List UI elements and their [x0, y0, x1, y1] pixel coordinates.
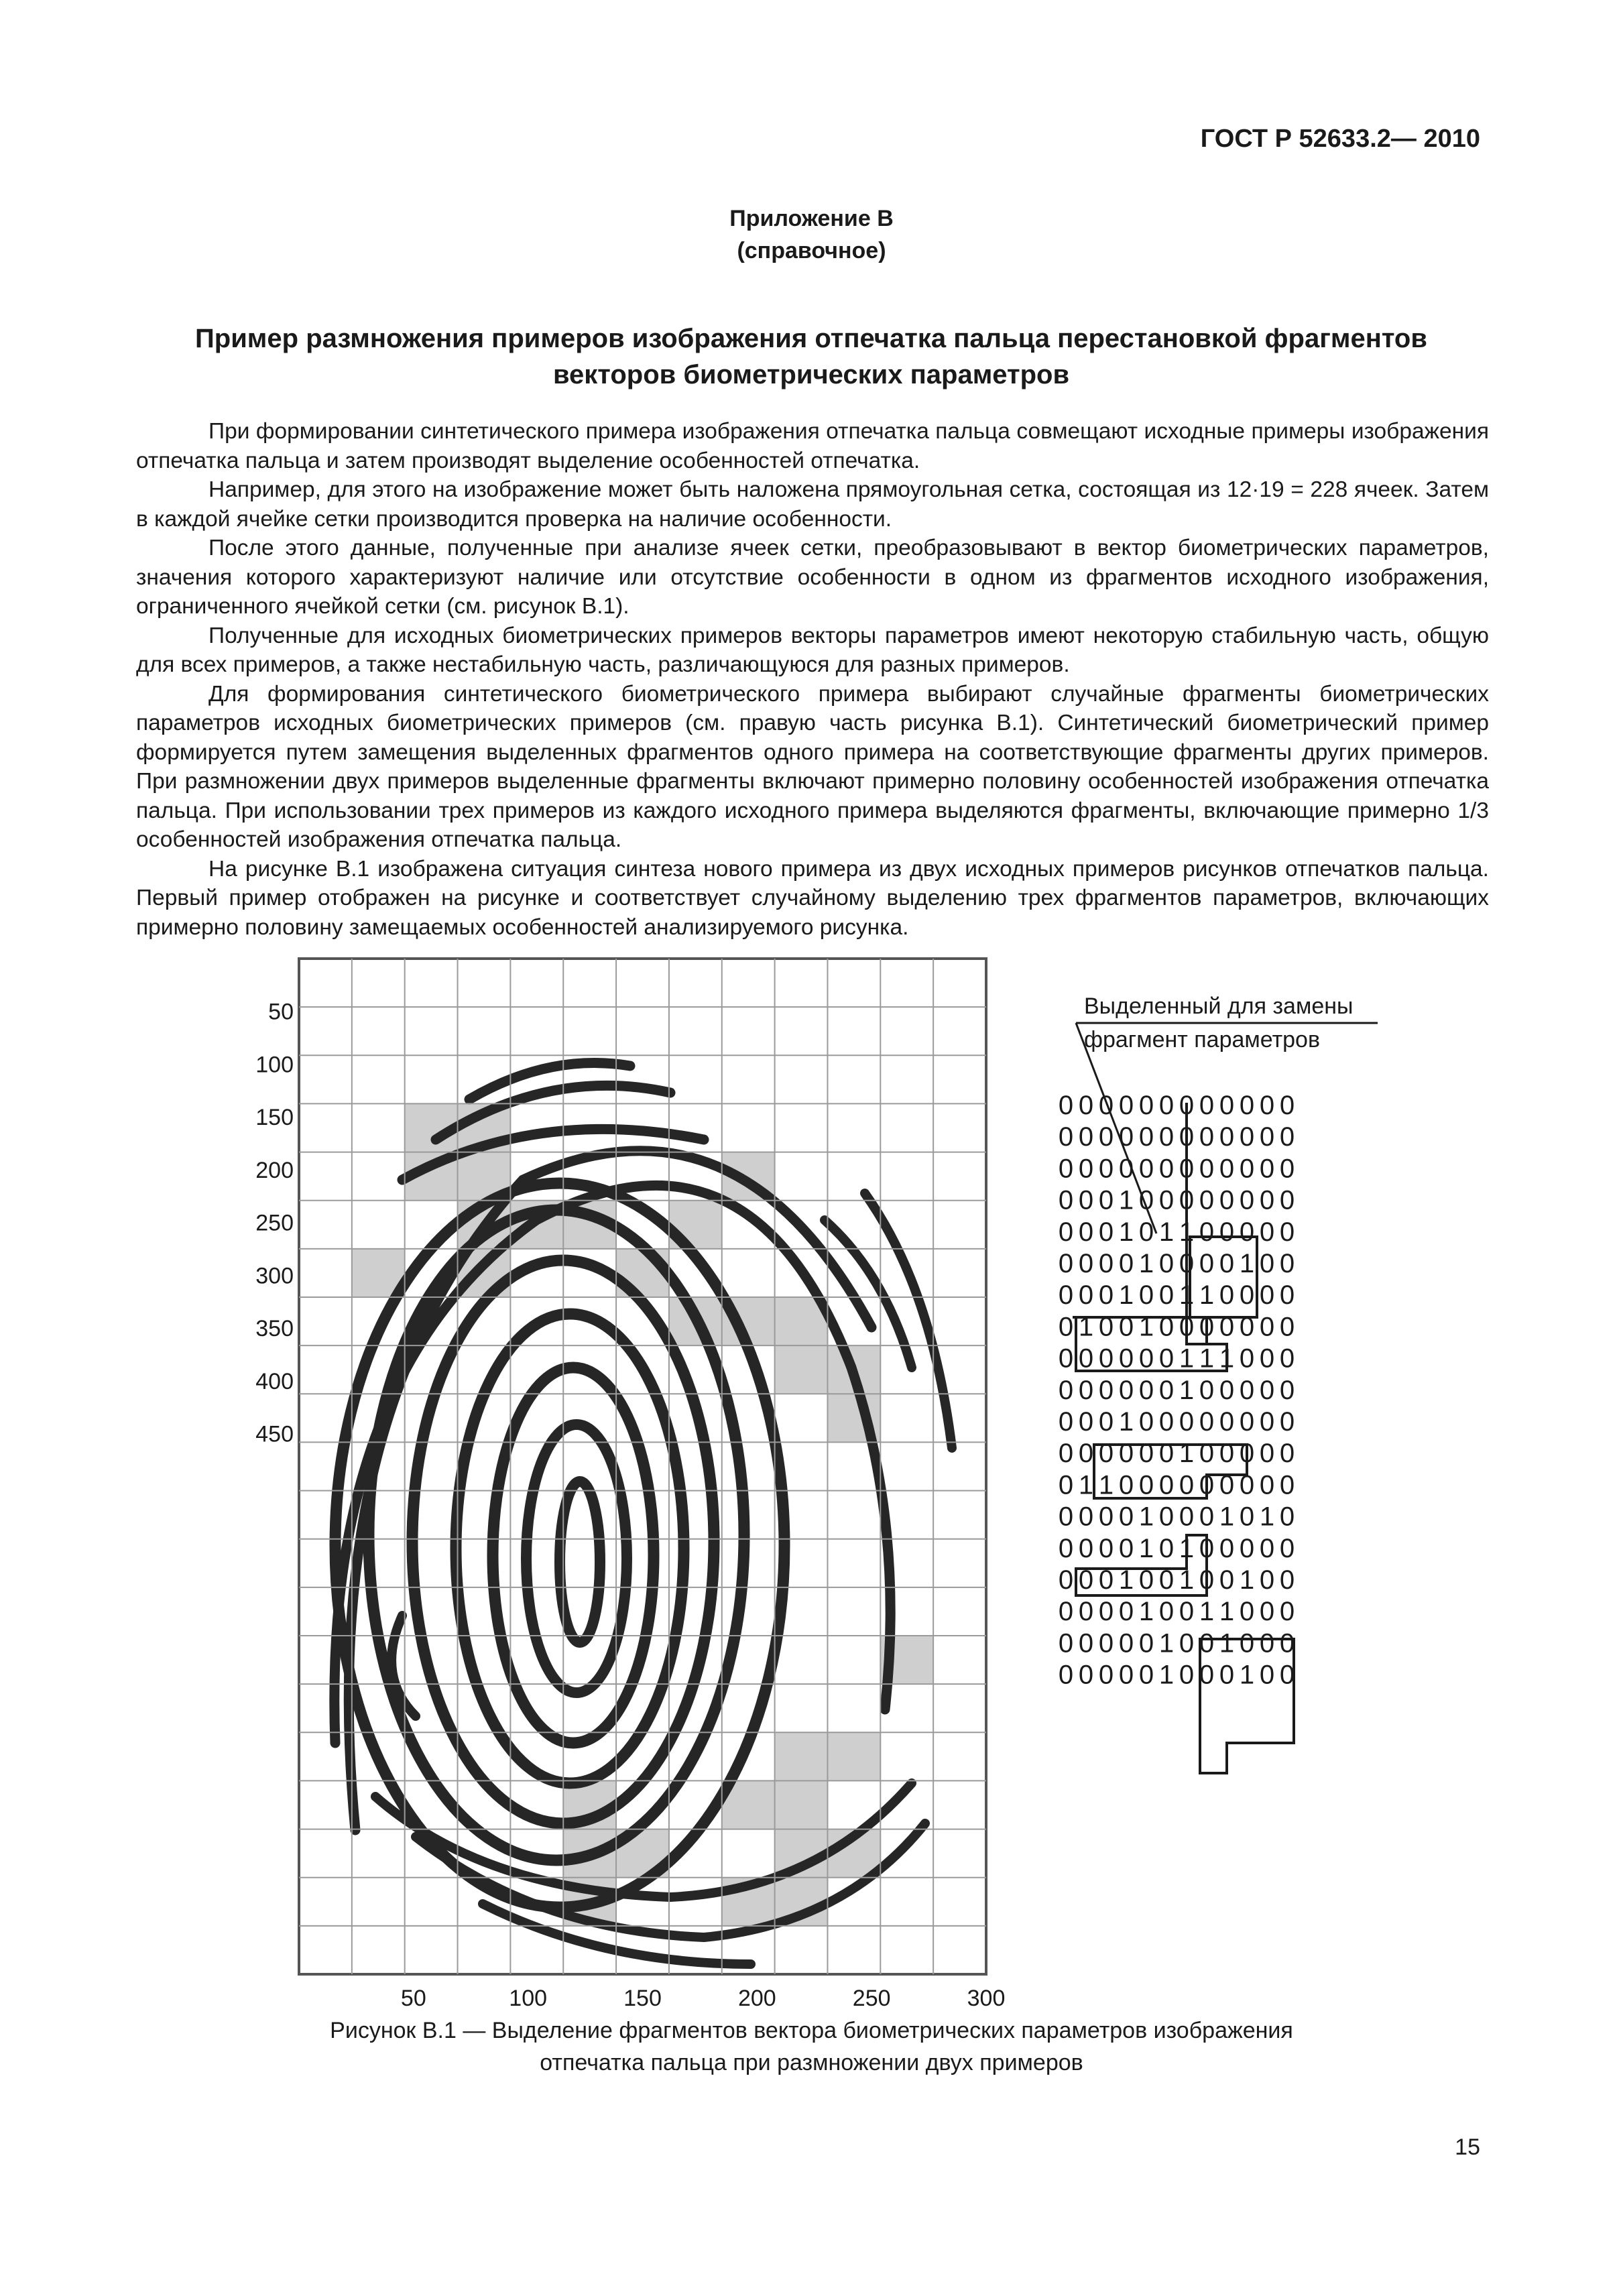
matrix-digit: 0 [1058, 1091, 1074, 1120]
matrix-digit: 0 [1239, 1280, 1255, 1311]
appendix-name: Приложение В [729, 206, 894, 231]
matrix-digit: 1 [1219, 1343, 1235, 1374]
matrix-digit: 0 [1078, 1628, 1094, 1658]
matrix-digit: 0 [1158, 1249, 1175, 1278]
matrix-digit: 0 [1118, 1628, 1134, 1658]
caption-line-1: Рисунок В.1 — Выделение фрагментов вектора биометрических параметров изображения [330, 2018, 1293, 2043]
matrix-digit: 0 [1138, 1470, 1154, 1500]
y-tick-label: 100 [255, 1052, 294, 1078]
matrix-digit: 0 [1199, 1660, 1215, 1690]
matrix-digit: 0 [1158, 1091, 1175, 1120]
matrix-digit: 0 [1259, 1375, 1275, 1405]
matrix-digit: 0 [1279, 1122, 1295, 1152]
matrix-digit: 0 [1199, 1217, 1215, 1247]
matrix-digit: 0 [1098, 1407, 1114, 1437]
matrix-digit: 0 [1219, 1533, 1235, 1563]
matrix-digit: 1 [1158, 1628, 1175, 1658]
matrix-digit: 0 [1118, 1597, 1134, 1627]
matrix-digit: 0 [1219, 1565, 1235, 1595]
matrix-digit: 0 [1138, 1091, 1154, 1120]
matrix-digit: 0 [1279, 1185, 1295, 1215]
y-tick-label: 50 [268, 999, 294, 1025]
highlighted-cell [775, 1345, 828, 1394]
matrix-digit: 0 [1098, 1217, 1114, 1247]
matrix-digit: 0 [1199, 1407, 1215, 1437]
matrix-digit: 0 [1098, 1280, 1114, 1311]
highlighted-cell [775, 1780, 828, 1829]
matrix-digit: 0 [1078, 1280, 1094, 1311]
matrix-digit: 0 [1138, 1122, 1154, 1152]
matrix-digit: 0 [1179, 1312, 1195, 1342]
matrix-digit: 0 [1259, 1312, 1275, 1342]
matrix-digit: 0 [1179, 1091, 1195, 1120]
matrix-digit: 0 [1158, 1312, 1175, 1342]
matrix-digit: 0 [1279, 1470, 1295, 1500]
matrix-digit: 1 [1138, 1597, 1154, 1627]
matrix-digit: 0 [1279, 1280, 1295, 1311]
matrix-digit: 1 [1098, 1470, 1114, 1500]
matrix-digit: 1 [1138, 1312, 1154, 1342]
matrix-digit: 0 [1219, 1375, 1235, 1405]
matrix-digit: 0 [1179, 1597, 1195, 1627]
matrix-digit: 0 [1239, 1470, 1255, 1500]
matrix-digit: 0 [1118, 1502, 1134, 1532]
matrix-digit: 0 [1279, 1597, 1295, 1627]
matrix-digit: 1 [1158, 1217, 1175, 1247]
matrix-digit: 0 [1179, 1502, 1195, 1532]
matrix-digit: 0 [1158, 1533, 1175, 1563]
matrix-digit: 0 [1219, 1439, 1235, 1469]
matrix-digit: 1 [1199, 1343, 1215, 1374]
matrix-digit: 0 [1239, 1122, 1255, 1152]
matrix-digit: 1 [1179, 1217, 1195, 1247]
matrix-digit: 0 [1058, 1660, 1074, 1690]
matrix-digit: 0 [1118, 1375, 1134, 1405]
matrix-digit: 0 [1078, 1375, 1094, 1405]
matrix-digit: 0 [1158, 1565, 1175, 1595]
matrix-digit: 0 [1259, 1407, 1275, 1437]
matrix-digit: 0 [1098, 1533, 1114, 1563]
matrix-digit: 0 [1199, 1185, 1215, 1215]
figure-b1 [0, 939, 1623, 2025]
matrix-digit: 0 [1279, 1091, 1295, 1120]
matrix-digit: 1 [1259, 1502, 1275, 1532]
matrix-digit: 0 [1058, 1154, 1074, 1184]
matrix-digit: 0 [1158, 1280, 1175, 1311]
matrix-digit: 1 [1199, 1280, 1215, 1311]
matrix-digit: 0 [1199, 1122, 1215, 1152]
matrix-digit: 0 [1138, 1660, 1154, 1690]
matrix-digit: 0 [1219, 1185, 1235, 1215]
matrix-digit: 0 [1098, 1312, 1114, 1342]
matrix-digit: 1 [1138, 1533, 1154, 1563]
matrix-digit: 1 [1179, 1343, 1195, 1374]
y-tick-label: 450 [255, 1421, 294, 1447]
matrix-digit: 0 [1199, 1502, 1215, 1532]
x-tick-label: 100 [509, 1986, 548, 2011]
matrix-digit: 0 [1078, 1597, 1094, 1627]
matrix-digit: 0 [1199, 1565, 1215, 1595]
matrix-digit: 0 [1199, 1470, 1215, 1500]
y-axis-labels [255, 1000, 294, 1447]
matrix-digit: 0 [1219, 1280, 1235, 1311]
matrix-digit: 0 [1078, 1091, 1094, 1120]
matrix-digit: 0 [1118, 1312, 1134, 1342]
matrix-digit: 0 [1078, 1533, 1094, 1563]
paragraph: После этого данные, полученные при анализе ячеек сетки, преобразовывают в вектор биометрических параметров, значения которого характеризуют наличие или отсутствие особенности в одном из фрагментов исходного изображения, ограниченного ячейкой сетки (см. рисунок В.1). [136, 536, 1489, 619]
matrix-digit: 0 [1279, 1407, 1295, 1437]
matrix-digit: 0 [1138, 1439, 1154, 1469]
matrix-digit: 0 [1259, 1185, 1275, 1215]
y-tick-label: 300 [255, 1263, 294, 1289]
matrix-digit: 0 [1058, 1407, 1074, 1437]
matrix-digit: 0 [1158, 1439, 1175, 1469]
matrix-digit: 0 [1098, 1375, 1114, 1405]
matrix-digit: 1 [1179, 1280, 1195, 1311]
matrix-digit: 0 [1179, 1628, 1195, 1658]
matrix-digit: 0 [1158, 1375, 1175, 1405]
matrix-digit: 0 [1219, 1312, 1235, 1342]
page-number: 15 [1455, 2134, 1480, 2160]
matrix-digit: 0 [1259, 1154, 1275, 1184]
matrix-digit: 0 [1239, 1628, 1255, 1658]
matrix-digit: 0 [1078, 1122, 1094, 1152]
matrix-digit: 0 [1058, 1628, 1074, 1658]
matrix-digit: 1 [1138, 1502, 1154, 1532]
matrix-digit: 0 [1259, 1217, 1275, 1247]
fragment-outline [1200, 1639, 1294, 1773]
y-tick-label: 400 [255, 1368, 294, 1394]
matrix-digit: 0 [1078, 1407, 1094, 1437]
matrix-digit: 0 [1239, 1439, 1255, 1469]
matrix-digit: 1 [1239, 1660, 1255, 1690]
matrix-digit: 1 [1239, 1249, 1255, 1278]
matrix-digit: 0 [1098, 1249, 1114, 1278]
matrix-digit: 0 [1158, 1502, 1175, 1532]
matrix-digit: 0 [1098, 1439, 1114, 1469]
paragraph: На рисунке В.1 изображена ситуация синтеза нового примера из двух исходных примеров рисунков отпечатков пальца. Первый пример отображен на рисунке и соответствует случайному выделению трех фрагментов параметров, включающих примерно половину замещаемых особенностей анализируемого рисунка. [136, 856, 1489, 940]
matrix-digit: 0 [1138, 1343, 1154, 1374]
matrix-digit: 1 [1219, 1597, 1235, 1627]
matrix-digit: 1 [1179, 1439, 1195, 1469]
matrix-digit: 0 [1118, 1154, 1134, 1184]
matrix-digit: 0 [1138, 1154, 1154, 1184]
matrix-digit: 0 [1259, 1470, 1275, 1500]
title-line-2: векторов биометрических параметров [552, 360, 1070, 389]
matrix-digit: 0 [1179, 1470, 1195, 1500]
matrix-digit: 0 [1118, 1249, 1134, 1278]
matrix-digit: 0 [1219, 1407, 1235, 1437]
matrix-digit: 0 [1098, 1502, 1114, 1532]
caption-line-2: отпечатка пальца при размножении двух примеров [540, 2050, 1083, 2075]
y-tick-label: 200 [255, 1157, 294, 1183]
matrix-digit: 0 [1219, 1154, 1235, 1184]
matrix-digit: 1 [1239, 1565, 1255, 1595]
matrix-digit: 1 [1118, 1217, 1134, 1247]
matrix-digit: 0 [1279, 1533, 1295, 1563]
matrix-digit: 0 [1259, 1249, 1275, 1278]
matrix-digit: 0 [1078, 1502, 1094, 1532]
matrix-digit: 0 [1058, 1439, 1074, 1469]
matrix-digit: 0 [1098, 1091, 1114, 1120]
matrix-digit: 0 [1199, 1312, 1215, 1342]
x-tick-label: 200 [737, 1986, 776, 2011]
matrix-digit: 1 [1078, 1312, 1094, 1342]
matrix-digit: 0 [1078, 1565, 1094, 1595]
matrix-digit: 0 [1078, 1185, 1094, 1215]
matrix-digit: 0 [1239, 1502, 1255, 1532]
paragraph: Полученные для исходных биометрических примеров векторы параметров имеют некоторую стабильную часть, общую для всех примеров, а также нестабильную часть, различающуюся для разных примеров. [136, 623, 1489, 677]
matrix-digit: 0 [1158, 1343, 1175, 1374]
matrix-digit: 0 [1098, 1154, 1114, 1184]
highlighted-cell [827, 1732, 880, 1780]
matrix-digit: 0 [1118, 1091, 1134, 1120]
matrix-digit: 0 [1058, 1375, 1074, 1405]
matrix-digit: 1 [1179, 1565, 1195, 1595]
matrix-digit: 0 [1239, 1533, 1255, 1563]
paragraph: При формировании синтетического примера изображения отпечатка пальца совмещают исходные примеры изображения отпечатка пальца и затем производят выделение особенностей отпечатка. [136, 419, 1489, 473]
matrix-digit: 0 [1138, 1565, 1154, 1595]
matrix-digit: 0 [1279, 1249, 1295, 1278]
paragraph: Например, для этого на изображение может быть наложена прямоугольная сетка, состоящая из 12·19 = 228 ячеек. Затем в каждой ячейке сетки производится проверка на наличие особенности. [136, 477, 1489, 532]
matrix-digit: 1 [1179, 1533, 1195, 1563]
matrix-digit: 0 [1199, 1249, 1215, 1278]
matrix-digit: 0 [1098, 1565, 1114, 1595]
matrix-digit: 0 [1239, 1154, 1255, 1184]
matrix-digit: 0 [1179, 1249, 1195, 1278]
annotation-line-1: Выделенный для замены [1084, 993, 1354, 1019]
matrix-digit: 0 [1058, 1249, 1074, 1278]
matrix-digit: 0 [1239, 1217, 1255, 1247]
matrix-digit: 0 [1058, 1122, 1074, 1152]
matrix-digit: 0 [1279, 1502, 1295, 1532]
matrix-digit: 0 [1219, 1122, 1235, 1152]
matrix-digit: 0 [1239, 1343, 1255, 1374]
matrix-digit: 0 [1118, 1660, 1134, 1690]
parameter-matrix [1059, 1091, 1295, 1690]
matrix-digit: 0 [1138, 1185, 1154, 1215]
appendix-kind: (справочное) [737, 238, 886, 263]
matrix-digit: 0 [1058, 1312, 1074, 1342]
matrix-digit: 0 [1118, 1533, 1134, 1563]
annotation-line-2: фрагмент параметров [1084, 1027, 1321, 1052]
matrix-digit: 0 [1058, 1470, 1074, 1500]
x-axis-labels [401, 1986, 1005, 2011]
matrix-digit: 0 [1118, 1470, 1134, 1500]
matrix-digit: 0 [1158, 1597, 1175, 1627]
matrix-digit: 0 [1098, 1185, 1114, 1215]
matrix-digit: 0 [1259, 1565, 1275, 1595]
matrix-digit: 0 [1058, 1533, 1074, 1563]
matrix-digit: 0 [1078, 1439, 1094, 1469]
matrix-digit: 0 [1219, 1091, 1235, 1120]
matrix-digit: 0 [1138, 1217, 1154, 1247]
matrix-digit: 0 [1239, 1407, 1255, 1437]
matrix-digit: 0 [1279, 1439, 1295, 1469]
matrix-digit: 0 [1098, 1343, 1114, 1374]
matrix-digit: 0 [1259, 1597, 1275, 1627]
matrix-digit: 0 [1158, 1470, 1175, 1500]
matrix-digit: 0 [1259, 1628, 1275, 1658]
matrix-digit: 0 [1098, 1597, 1114, 1627]
title-line-1: Пример размножения примеров изображения отпечатка пальца перестановкой фрагментов [195, 324, 1427, 353]
matrix-digit: 0 [1158, 1185, 1175, 1215]
matrix-digit: 0 [1279, 1660, 1295, 1690]
y-tick-label: 150 [255, 1105, 294, 1131]
x-tick-label: 50 [400, 1986, 426, 2011]
matrix-digit: 0 [1199, 1091, 1215, 1120]
matrix-digit: 1 [1199, 1597, 1215, 1627]
matrix-digit: 0 [1058, 1185, 1074, 1215]
appendix-heading [0, 202, 1623, 267]
matrix-digit: 0 [1078, 1343, 1094, 1374]
matrix-digit: 0 [1158, 1122, 1175, 1152]
matrix-digit: 0 [1259, 1091, 1275, 1120]
matrix-digit: 0 [1259, 1343, 1275, 1374]
matrix-digit: 0 [1279, 1217, 1295, 1247]
figure-caption [0, 2014, 1623, 2079]
matrix-digit: 0 [1219, 1217, 1235, 1247]
matrix-digit: 0 [1118, 1439, 1134, 1469]
matrix-digit: 1 [1219, 1628, 1235, 1658]
highlighted-cell [775, 1732, 828, 1780]
standard-code: ГОСТ Р 52633.2— 2010 [1200, 125, 1480, 153]
matrix-digit: 0 [1058, 1597, 1074, 1627]
matrix-digit: 0 [1078, 1154, 1094, 1184]
matrix-digit: 1 [1219, 1502, 1235, 1532]
matrix-digit: 0 [1279, 1375, 1295, 1405]
matrix-digit: 0 [1279, 1343, 1295, 1374]
matrix-digit: 1 [1118, 1185, 1134, 1215]
matrix-digit: 0 [1259, 1122, 1275, 1152]
matrix-digit: 0 [1259, 1533, 1275, 1563]
matrix-digit: 0 [1179, 1407, 1195, 1437]
matrix-digit: 0 [1259, 1280, 1275, 1311]
matrix-digit: 0 [1219, 1660, 1235, 1690]
matrix-digit: 1 [1118, 1280, 1134, 1311]
matrix-digit: 0 [1158, 1407, 1175, 1437]
matrix-digit: 0 [1259, 1660, 1275, 1690]
paragraph: Для формирования синтетического биометрического примера выбирают случайные фрагменты биометрических параметров исходных биометрических примеров (см. правую часть рисунка В.1). Синтетический биометрический пример формируется путем замещения выделенных фрагментов одного примера на соответствующие фрагменты других примеров. При размножении двух примеров выделенные фрагменты включают примерно половину особенностей изображения отпечатка пальца. При использовании трех примеров из каждого исходного примера выделяются фрагменты, включающие примерно 1/3 особенностей изображения отпечатка пальца. [136, 681, 1489, 852]
section-title [134, 320, 1488, 393]
matrix-digit: 0 [1199, 1154, 1215, 1184]
matrix-digit: 0 [1058, 1280, 1074, 1311]
matrix-digit: 0 [1279, 1154, 1295, 1184]
matrix-digit: 0 [1279, 1628, 1295, 1658]
matrix-digit: 1 [1078, 1470, 1094, 1500]
matrix-digit: 0 [1058, 1502, 1074, 1532]
body-text [136, 417, 1489, 942]
matrix-digit: 0 [1098, 1628, 1114, 1658]
matrix-digit: 0 [1118, 1343, 1134, 1374]
matrix-digit: 0 [1199, 1533, 1215, 1563]
x-tick-label: 300 [967, 1986, 1006, 2011]
matrix-digit: 0 [1219, 1249, 1235, 1278]
matrix-digit: 1 [1179, 1375, 1195, 1405]
matrix-digit: 0 [1179, 1154, 1195, 1184]
matrix-digit: 0 [1179, 1185, 1195, 1215]
matrix-digit: 0 [1118, 1122, 1134, 1152]
matrix-digit: 0 [1239, 1312, 1255, 1342]
matrix-digit: 0 [1179, 1660, 1195, 1690]
matrix-digit: 0 [1239, 1185, 1255, 1215]
figure-canvas [0, 939, 1623, 2025]
matrix-digit: 0 [1279, 1312, 1295, 1342]
matrix-digit: 0 [1239, 1375, 1255, 1405]
y-tick-label: 350 [255, 1316, 294, 1342]
matrix-digit: 0 [1138, 1407, 1154, 1437]
matrix-digit: 0 [1259, 1439, 1275, 1469]
matrix-digit: 0 [1078, 1660, 1094, 1690]
matrix-digit: 0 [1058, 1343, 1074, 1374]
matrix-digit: 0 [1219, 1470, 1235, 1500]
x-tick-label: 150 [623, 1986, 662, 2011]
matrix-digit: 1 [1138, 1249, 1154, 1278]
matrix-digit: 0 [1078, 1217, 1094, 1247]
matrix-digit: 0 [1199, 1375, 1215, 1405]
matrix-digit: 0 [1239, 1597, 1255, 1627]
matrix-digit: 0 [1199, 1628, 1215, 1658]
matrix-digit: 0 [1179, 1122, 1195, 1152]
matrix-digit: 0 [1058, 1217, 1074, 1247]
matrix-digit: 0 [1138, 1628, 1154, 1658]
matrix-digit: 0 [1158, 1154, 1175, 1184]
matrix-digit: 1 [1118, 1565, 1134, 1595]
matrix-digit: 0 [1098, 1122, 1114, 1152]
x-tick-label: 250 [852, 1986, 891, 2011]
matrix-digit: 0 [1078, 1249, 1094, 1278]
matrix-digit: 1 [1158, 1660, 1175, 1690]
matrix-digit: 1 [1118, 1407, 1134, 1437]
matrix-digit: 0 [1138, 1375, 1154, 1405]
matrix-digit: 0 [1058, 1565, 1074, 1595]
matrix-digit: 0 [1239, 1091, 1255, 1120]
matrix-digit: 0 [1199, 1439, 1215, 1469]
matrix-digit: 0 [1279, 1565, 1295, 1595]
matrix-digit: 0 [1098, 1660, 1114, 1690]
y-tick-label: 250 [255, 1210, 294, 1236]
matrix-digit: 0 [1138, 1280, 1154, 1311]
